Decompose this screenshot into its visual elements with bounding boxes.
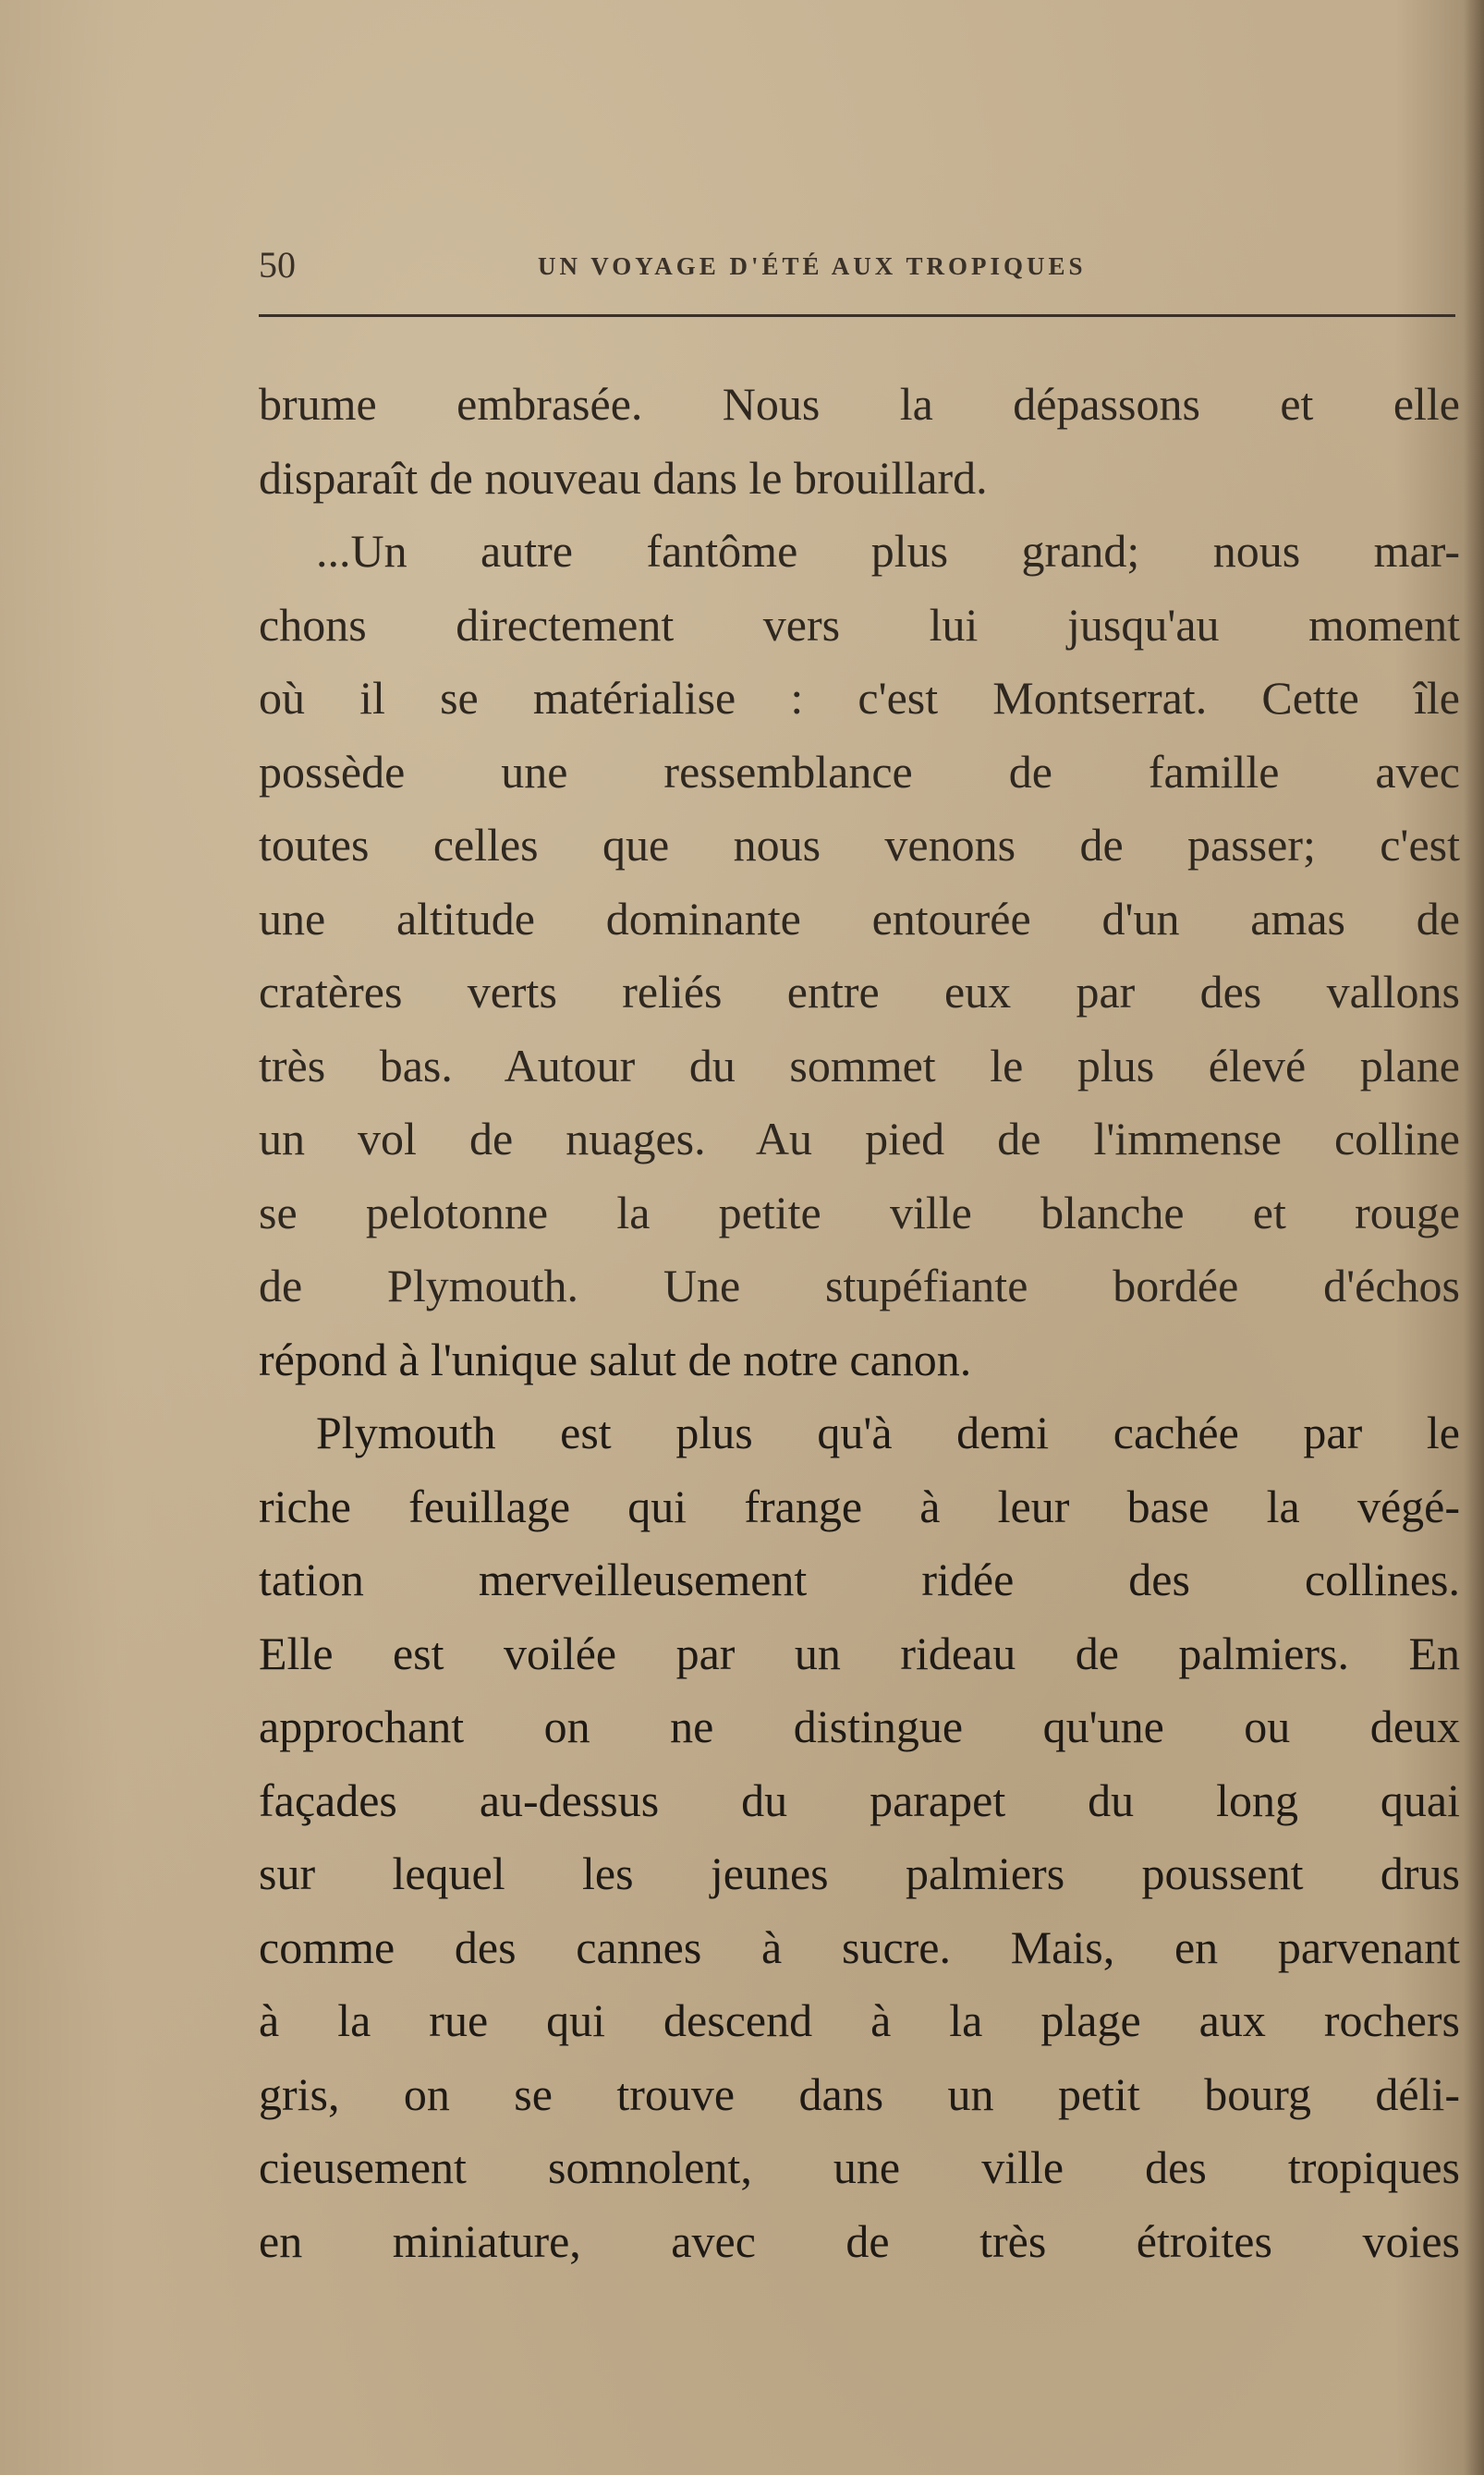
header-rule xyxy=(259,314,1455,317)
text-line: en miniature, avec de très étroites voies xyxy=(259,2214,1460,2267)
text-line: approchant on ne distingue qu'une ou deux xyxy=(259,1701,1460,1752)
running-head xyxy=(259,242,1455,288)
text-line: cratères verts reliés entre eux par des vallons xyxy=(259,966,1460,1018)
text-line: cieusement somnolent, une ville des tropiques xyxy=(259,2141,1460,2193)
text-line: ...Un autre fantôme plus grand; nous mar- xyxy=(316,525,1460,577)
text-line: riche feuillage qui frange à leur base la végé- xyxy=(259,1480,1460,1532)
text-line: tation merveilleusement ridée des collines. xyxy=(259,1554,1460,1605)
running-title: UN VOYAGE D'ÉTÉ AUX TROPIQUES xyxy=(538,252,1087,280)
text-line: brume embrasée. Nous la dépassons et elle xyxy=(259,378,1460,430)
text-line: façades au-dessus du parapet du long quai xyxy=(259,1774,1460,1826)
text-line: disparaît de nouveau dans le brouillard. xyxy=(259,451,988,504)
body-text xyxy=(259,368,1460,2278)
text-line: Plymouth est plus qu'à demi cachée par le xyxy=(316,1407,1460,1458)
text-line: répond à l'unique salut de notre canon. xyxy=(259,1333,972,1385)
text-line: se pelotonne la petite ville blanche et rouge xyxy=(259,1186,1460,1238)
text-line: toutes celles que nous venons de passer; c'est xyxy=(259,819,1460,871)
text-line: à la rue qui descend à la plage aux rochers xyxy=(259,1994,1460,2046)
text-line: très bas. Autour du sommet le plus élevé plane xyxy=(259,1039,1460,1091)
text-line: une altitude dominante entourée d'un amas de xyxy=(259,892,1460,945)
text-line: Elle est voilée par un rideau de palmiers. En xyxy=(259,1627,1460,1679)
text-line: sur lequel les jeunes palmiers poussent drus xyxy=(259,1847,1460,1899)
text-line: gris, on se trouve dans un petit bourg déli- xyxy=(259,2067,1460,2120)
text-line: un vol de nuages. Au pied de l'immense colline xyxy=(259,1113,1460,1164)
page-spine-shadow xyxy=(1464,0,1484,2475)
text-line: de Plymouth. Une stupéfiante bordée d'échos xyxy=(259,1260,1460,1311)
text-line: possède une ressemblance de famille avec xyxy=(259,745,1460,798)
text-line: chons directement vers lui jusqu'au moment xyxy=(259,598,1460,651)
text-line: comme des cannes à sucre. Mais, en parvenant xyxy=(259,1920,1460,1973)
text-line: où il se matérialise : c'est Montserrat. Cette île xyxy=(259,672,1460,724)
page-number: 50 xyxy=(259,244,296,286)
